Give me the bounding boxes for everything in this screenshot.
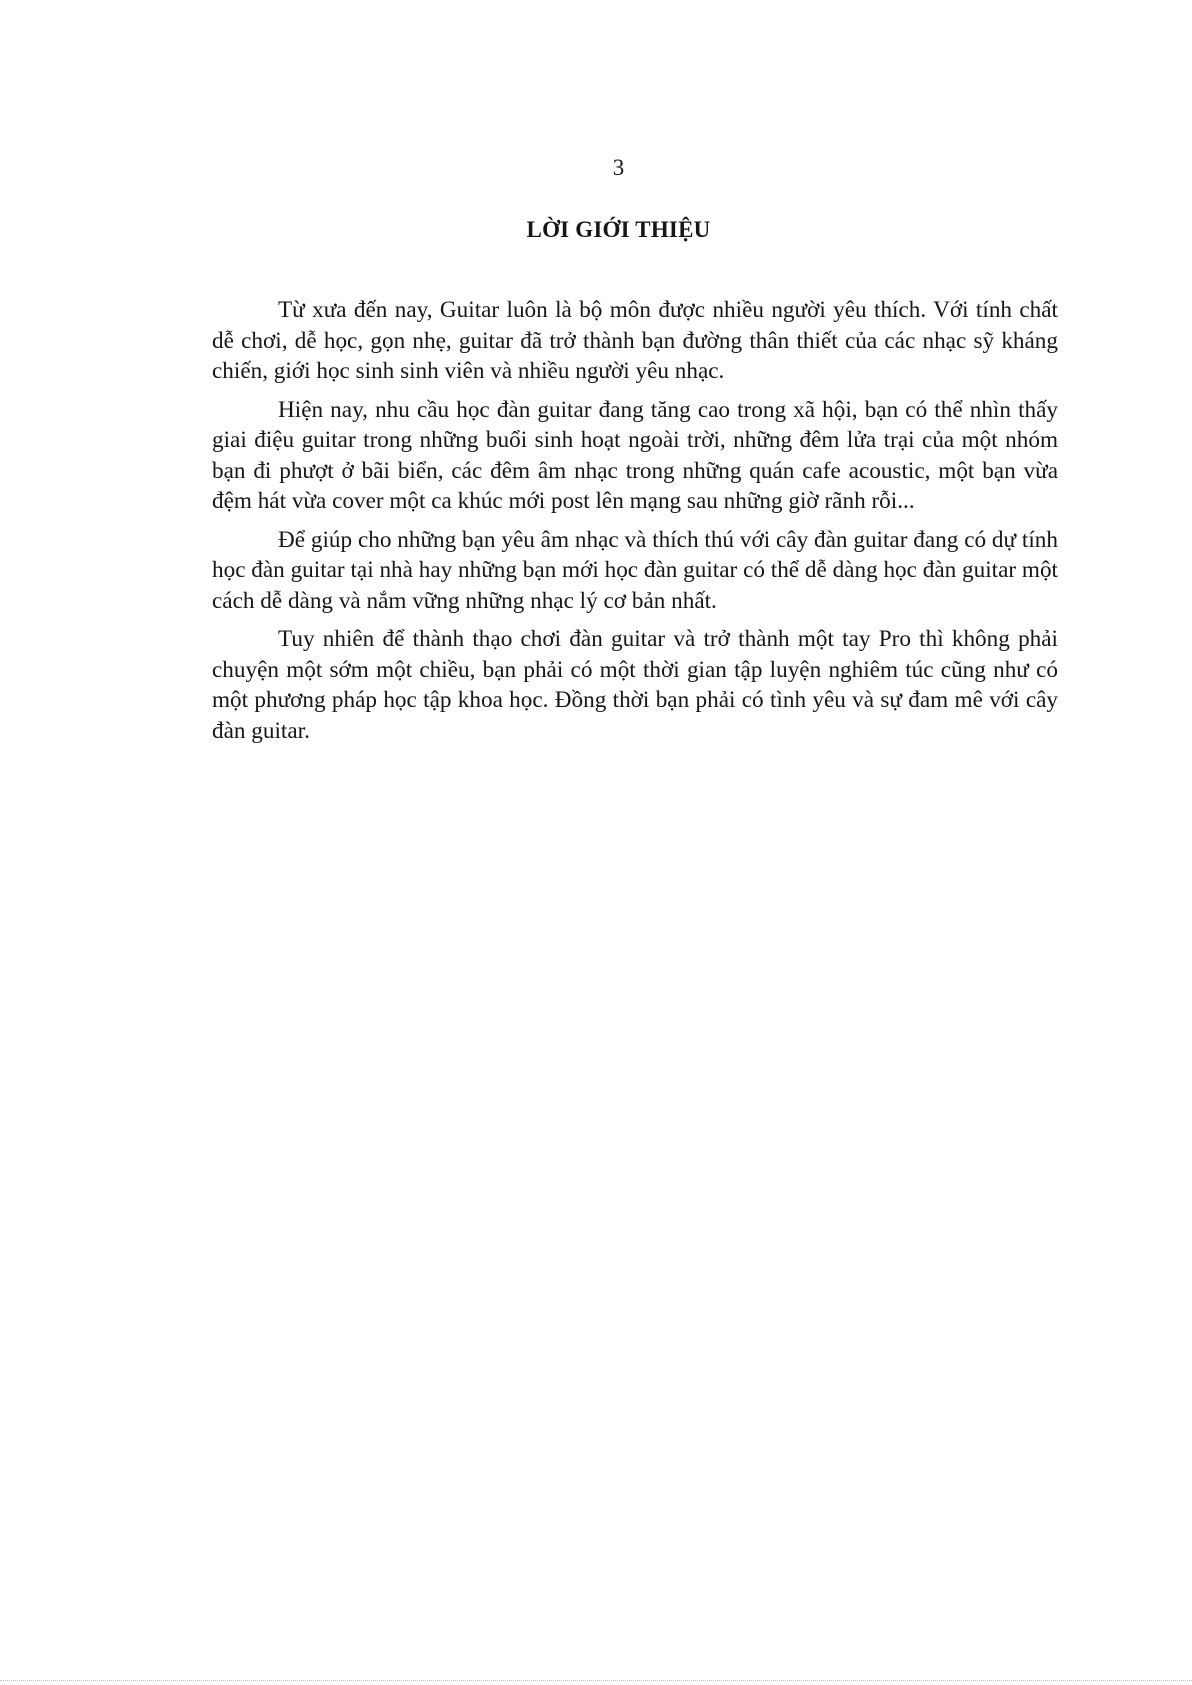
page-number: 3 (612, 155, 625, 180)
scan-edge-line (0, 1680, 1192, 1681)
paragraph: Từ xưa đến nay, Guitar luôn là bộ môn được nhiều người yêu thích. Với tính chất dễ chơi, dễ học, gọn nhẹ, guitar đã trở thành bạn đường thân thiết của các nhạc sỹ kháng chiến, giới học sinh sinh viên và nhiều người yêu nhạc. (212, 297, 1058, 384)
paragraph: Tuy nhiên để thành thạo chơi đàn guitar và trở thành một tay Pro thì không phải chuyện một sớm một chiều, bạn phải có một thời gian tập luyện nghiêm túc cũng như có một phương pháp học tập khoa học. Đồng thời bạn phải có tình yêu và sự đam mê với cây đàn guitar. (212, 626, 1058, 744)
page-title: LỜI GIỚI THIỆU (526, 217, 711, 242)
body-text (212, 295, 1058, 754)
paragraph: Hiện nay, nhu cầu học đàn guitar đang tăng cao trong xã hội, bạn có thể nhìn thấy giai điệu guitar trong những buổi sinh hoạt ngoài trời, những đêm lửa trại của một nhóm bạn đi phượt ở bãi biển, các đêm âm nhạc trong những quán cafe acoustic, một bạn vừa đệm hát vừa cover một ca khúc mới post lên mạng sau những giờ rãnh rỗi... (212, 396, 1058, 514)
paragraph: Để giúp cho những bạn yêu âm nhạc và thích thú với cây đàn guitar đang có dự tính học đàn guitar tại nhà hay những bạn mới học đàn guitar có thể dễ dàng học đàn guitar một cách dễ dàng và nắm vững những nhạc lý cơ bản nhất. (212, 526, 1058, 614)
